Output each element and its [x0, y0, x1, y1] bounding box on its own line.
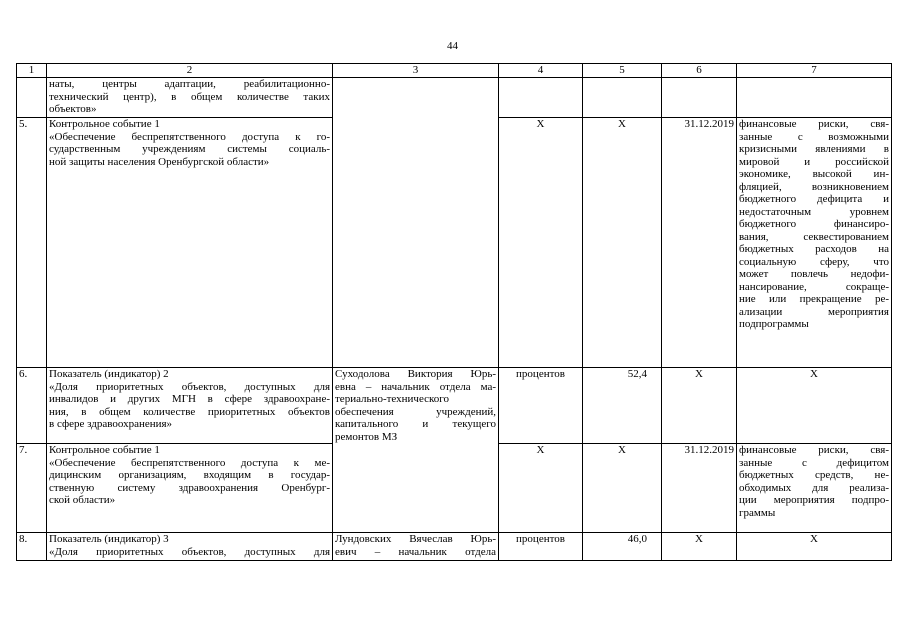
text-line: занные с дефицитом — [739, 456, 889, 469]
text-line: Суходолова Виктория Юрь- — [335, 368, 496, 380]
text-line: «Доля приоритетных объектов, доступных для — [49, 545, 330, 558]
text-line: нансирование, сокраще- — [739, 280, 889, 293]
text-line: бюджетного дефицита и — [739, 193, 889, 205]
text-line: в сфере здравоохранения» — [49, 418, 173, 430]
responsible-cell — [333, 118, 499, 368]
column-header: 5 — [583, 64, 662, 78]
page-number: 44 — [447, 40, 458, 52]
risks-cell: Х — [737, 368, 892, 444]
text-line: дицинским организациям, входящим в государ- — [49, 469, 330, 481]
row-number: 5. — [17, 118, 47, 368]
text-line: инвалидов и других МГН в сфере здравоохране- — [49, 393, 330, 405]
table-row — [17, 118, 892, 368]
table-row — [17, 78, 892, 118]
text-line: граммы — [739, 506, 776, 519]
header-row — [17, 64, 892, 78]
text-line: фляцией, возникновением — [739, 180, 889, 193]
column-header: 4 — [499, 64, 583, 78]
text-line: ции мероприятия подпро- — [739, 494, 889, 506]
text-line: социальную сферу, что — [739, 255, 889, 268]
text-line: финансовые риски, свя- — [739, 444, 889, 456]
unit-cell: процентов — [499, 368, 583, 444]
column-header: 3 — [333, 64, 499, 78]
unit-cell: Х — [499, 118, 583, 368]
column-header: 1 — [17, 64, 47, 78]
text-line: объектов» — [49, 103, 97, 115]
unit-cell: Х — [499, 444, 583, 533]
text-line: бюджетных расходов на — [739, 243, 889, 255]
risks-cell: Х — [737, 533, 892, 561]
text-line: бюджетных средств, не- — [739, 469, 889, 481]
text-line: ализации мероприятия — [739, 305, 889, 318]
text-line: ремонтов МЗ — [335, 430, 398, 443]
text-line: недостаточным уровнем — [739, 205, 889, 218]
unit-cell: процентов — [499, 533, 583, 561]
text-line: сударственным учреждениям системы социаль- — [49, 143, 330, 155]
unit-cell — [499, 78, 583, 118]
column-header: 7 — [737, 64, 892, 78]
text-line: вания, секвестированием — [739, 230, 889, 243]
text-line: «Доля приоритетных объектов, доступных для — [49, 380, 330, 393]
column-header: 6 — [662, 64, 737, 78]
text-line: капитального и текущего — [335, 418, 496, 430]
table-row — [17, 368, 892, 444]
text-line: подпрограммы — [739, 318, 809, 330]
text-line: наты, центры адаптации, реабилитационно- — [49, 78, 330, 90]
text-line: ние или прекращение ре- — [739, 293, 889, 305]
responsible-cell — [333, 533, 499, 561]
value-cell: 46,0 — [583, 533, 662, 561]
indicator-cell — [47, 368, 333, 444]
text-line: финансовые риски, свя- — [739, 118, 889, 130]
text-line: мировой и российской — [739, 155, 889, 168]
text-line: «Обеспечение беспрепятственного доступа к го- — [49, 130, 330, 143]
row-number: 6. — [17, 368, 47, 444]
indicator-cell — [47, 118, 333, 368]
date-cell: 31.12.2019 — [662, 444, 737, 533]
column-header: 2 — [47, 64, 333, 78]
text-line: бюджетного финансиро- — [739, 218, 889, 230]
row-number — [17, 78, 47, 118]
text-line: ственную систему здравоохранения Оренбург- — [49, 481, 330, 494]
text-line: обеспечения учреждений, — [335, 405, 496, 418]
text-line: экономике, высокой ин- — [739, 168, 889, 180]
text-line: может повлечь недофи- — [739, 268, 889, 280]
text-line: кризисными явлениями в — [739, 143, 889, 155]
row-number: 7. — [17, 444, 47, 533]
text-line: евич – начальник отдела — [335, 545, 496, 558]
text-line: Лундовских Вячеслав Юрь- — [335, 533, 496, 545]
indicator-cell — [47, 78, 333, 118]
text-line: ния, в общем количестве приоритетных объектов — [49, 405, 330, 418]
text-line: Показатель (индикатор) 2 — [49, 368, 169, 380]
text-line: Контрольное событие 1 — [49, 444, 160, 456]
text-line: териально-технического — [335, 393, 450, 405]
text-line: технический центр), в общем количестве таких — [49, 90, 330, 103]
text-line: ной защиты населения Оренбургской области» — [49, 155, 270, 168]
value-cell: 52,4 — [583, 368, 662, 444]
responsible-cell — [333, 368, 499, 533]
indicator-cell — [47, 533, 333, 561]
date-cell: Х — [662, 368, 737, 444]
text-line: «Обеспечение беспрепятственного доступа к ме- — [49, 456, 330, 469]
table-row — [17, 533, 892, 561]
row-number: 8. — [17, 533, 47, 561]
risks-cell — [737, 78, 892, 118]
text-line: евна – начальник отдела ма- — [335, 380, 496, 393]
value-cell: Х — [583, 444, 662, 533]
date-cell: 31.12.2019 — [662, 118, 737, 368]
risks-cell — [737, 444, 892, 533]
indicators-table — [16, 63, 892, 561]
text-line: Показатель (индикатор) 3 — [49, 533, 169, 545]
text-line: занные с возможными — [739, 130, 889, 143]
risks-cell — [737, 118, 892, 368]
text-line: ской области» — [49, 494, 116, 506]
value-cell — [583, 78, 662, 118]
text-line: Контрольное событие 1 — [49, 118, 160, 130]
indicator-cell — [47, 444, 333, 533]
date-cell — [662, 78, 737, 118]
text-line: обходимых для реализа- — [739, 481, 889, 494]
value-cell: Х — [583, 118, 662, 368]
responsible-cell — [333, 78, 499, 118]
date-cell: Х — [662, 533, 737, 561]
